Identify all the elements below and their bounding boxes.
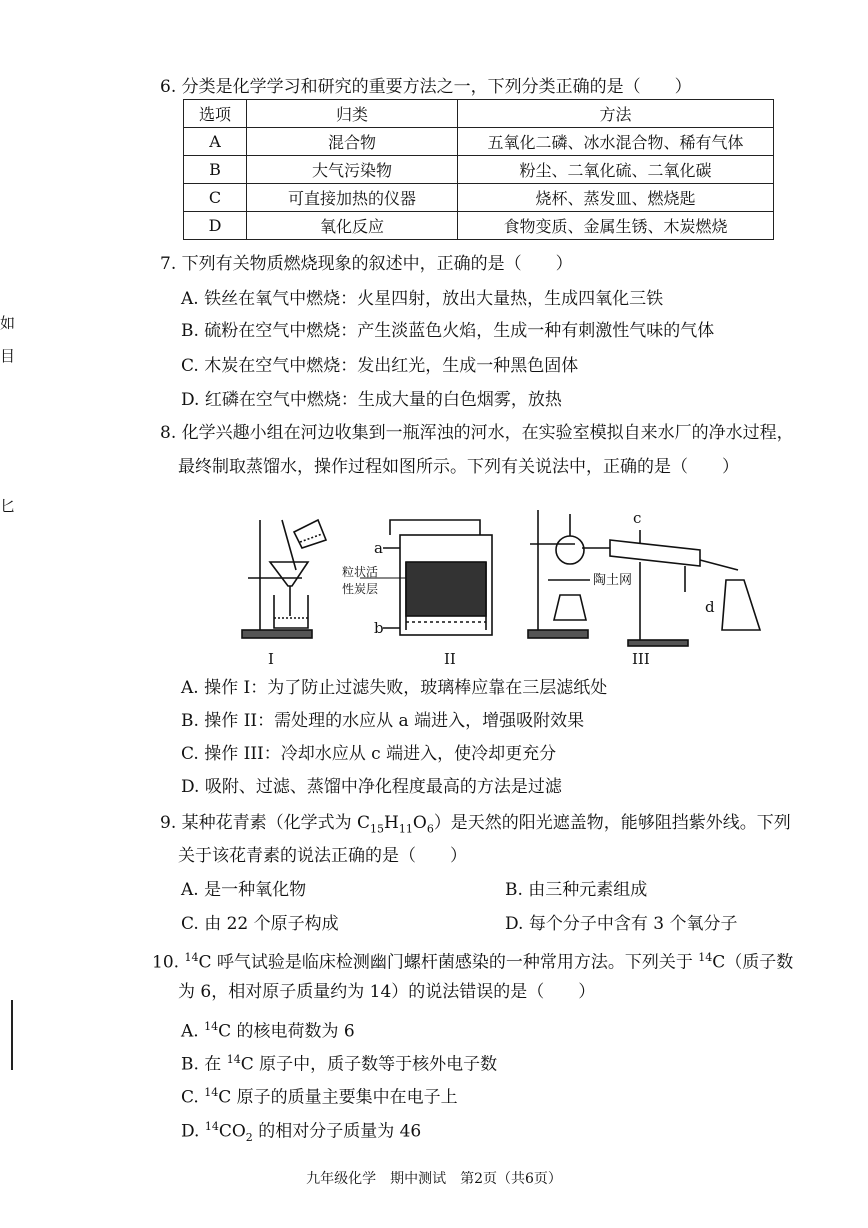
isotope-superscript: 14 (226, 1053, 241, 1066)
label-b: b (374, 619, 384, 637)
formula-sub-h: 11 (398, 822, 413, 836)
q8-stem-line2: 最终制取蒸馏水，操作过程如图所示。下列有关说法中，正确的是（ ） (178, 457, 739, 477)
q10-stem-line2: 为 6，相对原子质量约为 14）的说法错误的是（ ） (178, 982, 596, 1002)
q10-option-d (181, 1116, 421, 1149)
q8-apparatus-figure (230, 500, 790, 670)
q9-stem-line2: 关于该花青素的说法正确的是（ ） (178, 846, 467, 866)
isotope-superscript: 14 (184, 951, 199, 964)
formula-sub-o: 6 (426, 822, 434, 836)
formula-o: O (412, 813, 427, 833)
table-cell: 混合物 (247, 128, 458, 156)
isotope-superscript: 14 (204, 1120, 219, 1133)
q9-option-d: D. 每个分子中含有 3 个氧分子 (505, 914, 738, 934)
table-cell: C (184, 184, 247, 212)
q9-option-a: A. 是一种氧化物 (181, 880, 307, 900)
option-text: C 的核电荷数为 6 (218, 1021, 355, 1042)
page-footer: 九年级化学 期中测试 第2页（共6页） (306, 1171, 562, 1187)
option-letter: A. (181, 1021, 205, 1042)
q8-option-d: D. 吸附、过滤、蒸馏中净化程度最高的方法是过滤 (181, 777, 562, 797)
table-header-row (184, 100, 774, 128)
q7-option-d: D. 红磷在空气中燃烧：生成大量的白色烟雾，放热 (181, 390, 562, 410)
q10-option-b (181, 1049, 497, 1076)
q9-option-c: C. 由 22 个原子构成 (181, 914, 339, 934)
q8-stem-line1: 8. 化学兴趣小组在河边收集到一瓶浑浊的河水，在实验室模拟自来水厂的净水过程， (160, 423, 794, 443)
isotope-superscript: 14 (204, 1086, 219, 1099)
q8-option-c: C. 操作 III：冷却水应从 c 端进入，使冷却更充分 (181, 744, 557, 764)
figure-label-i: I (268, 650, 274, 668)
table-cell: D (184, 212, 247, 240)
formula-co: CO (218, 1121, 246, 1142)
q10-option-c (181, 1082, 458, 1109)
carbon-adsorption-tank (360, 520, 492, 635)
option-letter: C. (181, 1087, 205, 1108)
q7-option-c: C. 木炭在空气中燃烧：发出红光，生成一种黑色固体 (181, 356, 579, 376)
table-cell: 食物变质、金属生锈、木炭燃烧 (458, 212, 774, 240)
margin-char-3: 匕 (0, 497, 16, 515)
table-row (184, 156, 774, 184)
figure-label-iii: III (632, 650, 650, 668)
q10-stem-line1 (152, 947, 793, 974)
q7-option-a: A. 铁丝在氧气中燃烧：火星四射，放出大量热，生成四氧化三铁 (181, 289, 664, 309)
formula-h: H (384, 813, 399, 833)
option-text: C 原子的质量主要集中在电子上 (218, 1087, 458, 1108)
q9-stem-line1 (160, 812, 791, 840)
table-cell: 氧化反应 (247, 212, 458, 240)
q10-number: 10. (152, 952, 185, 973)
table-header-cell: 方法 (458, 100, 774, 128)
table-cell: B (184, 156, 247, 184)
table-header-cell: 选项 (184, 100, 247, 128)
q6-stem: 6. 分类是化学学习和研究的重要方法之一，下列分类正确的是（ ） (160, 77, 692, 97)
table-cell: 粉尘、二氧化硫、二氧化碳 (458, 156, 774, 184)
figure-label-ii: II (444, 650, 456, 668)
q9-stem-text-a: 9. 某种花青素（化学式为 C (160, 813, 371, 833)
formula-sub-c: 15 (370, 822, 385, 836)
margin-char-2: 目 (0, 347, 16, 365)
table-row (184, 212, 774, 240)
option-text: 的相对分子质量为 46 (252, 1121, 422, 1142)
q7-stem: 7. 下列有关物质燃烧现象的叙述中，正确的是（ ） (160, 254, 573, 274)
q8-option-b: B. 操作 II：需处理的水应从 a 端进入，增强吸附效果 (181, 711, 585, 731)
label-a: a (374, 539, 383, 557)
margin-binding-line (11, 1000, 13, 1070)
table-cell: 烧杯、蒸发皿、燃烧匙 (458, 184, 774, 212)
isotope-superscript: 14 (698, 951, 713, 964)
q10-stem-text-b: C（质子数 (712, 952, 794, 973)
table-cell: 可直接加热的仪器 (247, 184, 458, 212)
q10-stem-text-a: C 呼气试验是临床检测幽门螺杆菌感染的一种常用方法。下列关于 (198, 952, 699, 973)
table-cell: A (184, 128, 247, 156)
table-row (184, 128, 774, 156)
table-row (184, 184, 774, 212)
q7-option-b: B. 硫粉在空气中燃烧：产生淡蓝色火焰，生成一种有刺激性气味的气体 (181, 321, 715, 341)
q10-option-a (181, 1016, 355, 1043)
gauze-label: 陶土网 (593, 573, 633, 588)
carbon-layer-label-1: 粒状活 (342, 565, 379, 579)
option-letter: D. (181, 1121, 205, 1142)
label-c: c (633, 509, 642, 527)
distillation-apparatus (528, 510, 760, 646)
table-cell: 五氧化二磷、冰水混合物、稀有气体 (458, 128, 774, 156)
label-d: d (705, 598, 715, 616)
option-letter: B. 在 (181, 1054, 227, 1075)
table-header-cell: 归类 (247, 100, 458, 128)
formula-sub-2: 2 (245, 1131, 253, 1145)
q9-option-b: B. 由三种元素组成 (505, 880, 648, 900)
filtration-apparatus (242, 520, 326, 638)
q8-option-a: A. 操作 I：为了防止过滤失败，玻璃棒应靠在三层滤纸处 (181, 678, 608, 698)
isotope-superscript: 14 (204, 1020, 219, 1033)
q9-stem-text-b: ）是天然的阳光遮盖物，能够阻挡紫外线。下列 (433, 813, 791, 833)
table-cell: 大气污染物 (247, 156, 458, 184)
q6-classification-table (183, 99, 774, 240)
margin-char-1: 如 (0, 314, 16, 332)
carbon-layer-label-2: 性炭层 (342, 582, 379, 596)
option-text: C 原子中，质子数等于核外电子数 (240, 1054, 498, 1075)
